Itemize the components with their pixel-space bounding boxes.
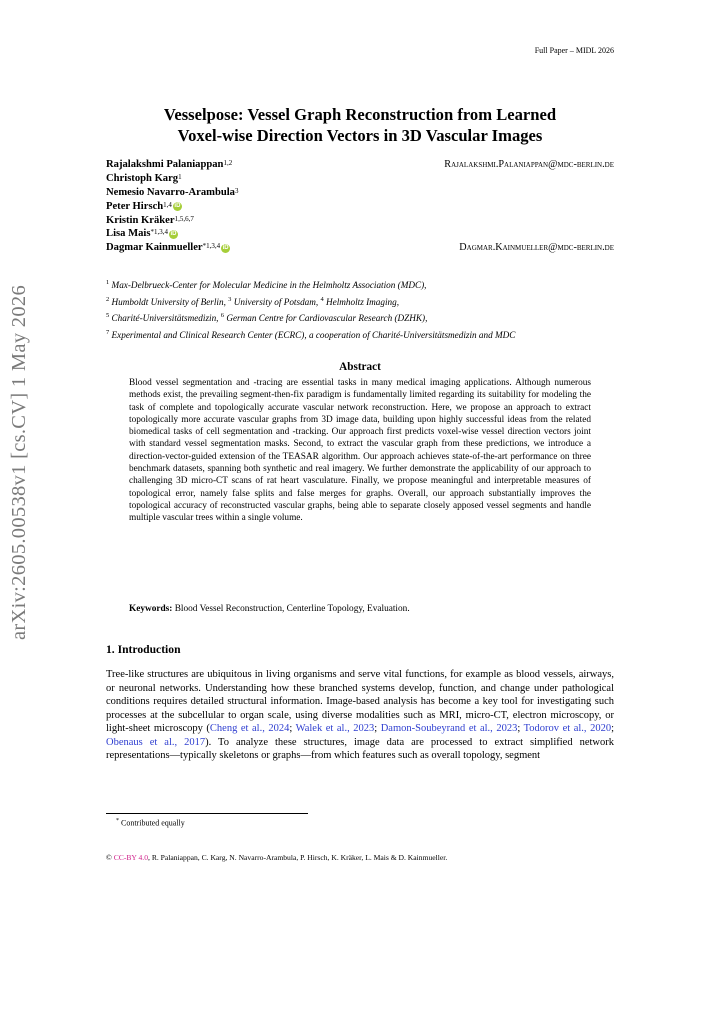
citation-link[interactable]: Todorov et al., 2020 <box>523 723 612 734</box>
author-row <box>106 227 614 241</box>
author-affil: 3 <box>234 186 239 195</box>
author-name: Dagmar Kainmueller <box>106 242 203 254</box>
author-affil: 1,4 <box>163 200 172 209</box>
footnote-rule <box>106 813 308 814</box>
author-name: Christoph Karg <box>106 172 179 184</box>
title-line-2: Voxel-wise Direction Vectors in 3D Vascular Images <box>177 126 543 145</box>
title-line-1: Vesselpose: Vessel Graph Reconstruction from Learned <box>163 105 557 124</box>
author-name: Kristin Kräker <box>106 214 175 226</box>
orcid-icon[interactable]: iD <box>170 230 177 237</box>
author-row <box>106 200 614 214</box>
keywords <box>129 604 591 614</box>
arxiv-identifier: arXiv:2605.00538v1 [cs.CV] 1 May 2026 <box>8 284 30 640</box>
author-name: Lisa Mais <box>106 228 151 240</box>
paper-title <box>106 104 614 146</box>
author-row <box>106 214 614 228</box>
author-affil: *1,3,4 <box>202 242 221 251</box>
orcid-icon[interactable]: iD <box>174 203 181 210</box>
license-footer: © CC-BY 4.0, R. Palaniappan, C. Karg, N. Navarro-Arambula, P. Hirsch, K. Kräker, L. Mais & D. Kainmueller. <box>106 853 448 862</box>
author-row <box>106 172 614 186</box>
arxiv-sidebar <box>8 284 34 1020</box>
author-name: Nemesio Navarro-Arambula <box>106 186 235 198</box>
citation-link[interactable]: Walek et al., 2023 <box>295 723 375 734</box>
author-affil: 1,5,6,7 <box>174 214 194 223</box>
author-email[interactable]: Dagmar.Kainmueller@mdc-berlin.de <box>459 242 614 254</box>
affiliation-line: $^7$ Experimental and Clinical Research Center (ECRC), a cooperation of Charité-Universitätsmedizin and MDC <box>106 328 516 341</box>
section-heading: 1. Introduction <box>106 643 181 656</box>
author-row <box>106 241 614 255</box>
affiliation-line: $^1$ Max-Delbrueck-Center for Molecular Medicine in the Helmholtz Association (MDC), <box>106 279 427 291</box>
copyright-icon: © <box>106 853 112 862</box>
author-name: Peter Hirsch <box>106 200 164 212</box>
license-link[interactable]: CC-BY 4.0 <box>113 853 149 862</box>
abstract-heading: Abstract <box>339 361 381 373</box>
author-row <box>106 158 614 172</box>
affiliations <box>106 276 614 343</box>
author-list <box>106 158 614 255</box>
author-affil: *1,3,4 <box>150 228 168 237</box>
citation-link[interactable]: Cheng et al., 2024 <box>209 723 290 734</box>
author-name: Rajalakshmi Palaniappan <box>106 159 224 170</box>
keywords-label: Keywords: <box>129 604 173 614</box>
author-row <box>106 186 614 200</box>
citation-link[interactable]: Obenaus et al., 2017 <box>106 736 206 748</box>
author-affil: 1 <box>178 172 182 181</box>
abstract-body: Blood vessel segmentation and -tracing are essential tasks in many medical imaging applications. Although numerous methods exist, the prevailing segment-then-fix paradigm is fundamentally limited regarding its suitability for modeling the task of complete and topologically accurate vascular network reconstruction. Here, we propose an approach to extract topologically more accurate vascular graphs from 3D image data, building upon highly successful ideas from the related biomedical tasks of cell segmentation and -tracking. Our approach first predicts voxel-wise vessel direction vectors joint with standard vessel segmentation masks. Second, to extract the vascular graph from these predictions, we introduce a direction-vector-guided extension of the TEASAR algorithm. Our approach achieves state-of-the-art performance on three benchmark datasets, spanning both synthetic and real imagery. We further demonstrate the applicability of our approach to challenging 3D micro-CT scans of rat heart vasculature. Finally, we propose meaningful and interpretable measures of topological error, namely false splits and false merges for graphs. Overall, our approach substantially improves the topological accuracy of reconstructed vascular graphs, being able to separate closely apposed vessel segments and handle multiple vascular trees within a single volume. <box>129 378 591 524</box>
citation-link[interactable]: Damon-Soubeyrand et al., 2023 <box>380 723 518 734</box>
running-header: Full Paper – MIDL 2026 <box>534 46 614 55</box>
footnote: * Contributed equally <box>116 818 185 828</box>
intro-paragraph: Tree-like structures are ubiquitous in living organisms and serve vital functions, for example as blood vessels, airways, or neuronal networks. Understanding how these branched systems develop, function, and change under pathological conditions requires detailed structural information. Image-based analysis has become a key tool for investigating such processes at the subcellular to organ scale, using diverse modalities such as MRI, micro-CT, electron microscopy, or light-sheet microscopy (Cheng et al., 2024; Walek et al., 2023; Damon-Soubeyrand et al., 2023; Todorov et al., 2020; Obenaus et al., 2017). To analyze these structures, image data are processed to extract simplified network representations—typically skeletons or graphs—from which features such as overall topology, segment <box>106 669 614 761</box>
author-email[interactable]: Rajalakshmi.Palaniappan@mdc-berlin.de <box>444 159 614 170</box>
affiliation-line: $^2$ Humboldt University of Berlin, $^3$ University of Potsdam, $^4$ Helmholtz Imaging, <box>106 295 400 307</box>
keywords-text: Blood Vessel Reconstruction, Centerline Topology, Evaluation. <box>172 604 410 614</box>
orcid-icon[interactable]: iD <box>222 244 229 251</box>
author-affil: 1,2 <box>223 159 233 167</box>
affiliation-line: $^5$ Charité-Universitätsmedizin, $^6$ German Centre for Cardiovascular Research (DZHK), <box>106 312 428 324</box>
